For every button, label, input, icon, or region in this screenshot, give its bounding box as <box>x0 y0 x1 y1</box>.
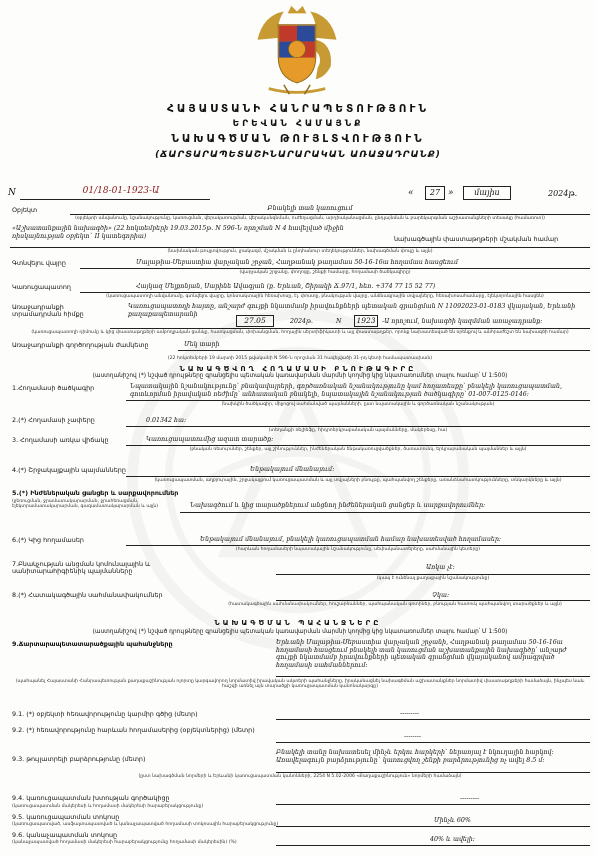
item9-5-value: Մինչև 60% <box>434 817 471 824</box>
object-label: Օբյեկտ <box>12 206 38 214</box>
basis-label: Առաջադրանքի տրամադրման հիմքը <box>12 303 84 319</box>
document-subtitle: (ՃԱՐՏԱՐԱՊԵՏԱՇԻՆԱՐԱՐԱԿԱՆ ԱՌԱՋԱԴՐԱՆՔ) <box>155 150 441 160</box>
item1-value: Նպատակային նշանակությունը՝ բնակավայրերի, գործառնական նշանակությունը կամ հողատեսքը՝ բնակելի կառուցապատման, գոտևորման իրավական ռեժիմը՝ անհատական բնակելի, նպատակային նշանակության ծածկագիրը՝ 01-007-0125-0146: <box>130 383 562 398</box>
item9-2-value: -------- <box>404 733 422 740</box>
community-title: ԵՐԵՎԱՆ ՀԱՄԱՅՆՔ <box>232 119 364 129</box>
basis-number: 1923 <box>354 315 378 327</box>
item2-label: 2.(*) Հողամասի չափերը <box>12 416 95 424</box>
object-note: (օբյեկտի անվանումը, նշանակությունը, կառուցման, վերակառուցման, վերականգնման, ուժեղացման, արդիականացման, ընդլայնման և բարեկարգման աշխատանքների տեսակը (համառոտ)) <box>75 216 545 221</box>
item8-note: (հատակագծային սահմանափակումներ, հուշարձաններ, պահպանական գոտիներ, բնության հատուկ պահպանվող տարածքներ և այլն) <box>228 602 562 607</box>
section2-title: ՆԱԽԱԳԾՄԱՆ ՊԱՀԱՆՋՆԵՐԸ <box>214 618 382 627</box>
address-note: (վարչական շրջանը, փողոցը, շենքի համարը, հողամասի ծածկագիրը) <box>239 270 411 275</box>
basis-date: 27.05 <box>236 315 274 327</box>
item9-note: (պահպանել Հայաստանի Հանրապետության քաղաքաշինության ոլորտը կարգավորող նորմատիվ իրավական ակտերի պահանջները, իրականացնել նախագծման աշխատանքներ նորմատիվ փաստաթղթերի համաձայն, ինչպես նաև հաշվի առնել այն տարածքի կառուցապատման կանոնակարգը) <box>15 679 585 690</box>
item2-value: 0.01342 հա: <box>146 417 187 424</box>
law-right: նախագծային փաստաթղթերի մշակման համար <box>394 235 559 243</box>
duration-label: Առաջադրանքի գործողության ժամկետը <box>12 341 149 349</box>
item1-note: (նախկին ծածկագիր, միջոցով սահմանված պայմանների, ըստ նպատակային և գործառնական նշանակության) <box>221 402 495 407</box>
document-number: 01/18-01-1923-Ա <box>82 186 160 196</box>
section1-asterisk: (աստղանիշով (*) նշված դրույթները գրանցելիս պետական կառավարման մարմնի կողմից կից նկատառումներ տալու համար՝ Մ 1:500) <box>92 373 508 379</box>
basis-value: Կառուցապատողի հայտը, անշարժ գույքի նկատմամբ իրավունքների պետական գրանցման N 11092023-01-0183 վկայական, Երևանի քաղաքապետարանի <box>128 303 576 318</box>
basis-note: (կառուցապատողի դիմումը և կից փաստաթղթերի ամբողջական ցանկը, հատկացման, փոխանցման, հողային սերտիֆիկատի և այլ փաստաթղթեր, որոնք նախատեսված են օրենքով և անհրաժեշտ են նախագծի համար) <box>31 330 569 335</box>
item8-value: Չկա: <box>432 592 450 599</box>
item4-value: Ենթակայում մնանայում: <box>250 466 335 473</box>
item7-note: (կապ է ունենալ քաղաքային նշանակությունը) <box>376 576 490 581</box>
quote-open: « <box>408 188 414 198</box>
item9-2-label: 9.2. (*) հեռավորությունը հարևան հողամասերից (օբյեկտներից) (մետր) <box>12 726 255 734</box>
number-label: N <box>8 188 16 198</box>
item9-4-label: 9.4. կառուցապատման խտության գործակիցը <box>12 794 170 802</box>
customer-value: Հայկազ Մելքոնյան, Սարինե Ավագյան (ք. Երևան, Շիրակի Ճ.97/1, հեռ. +374 77 15 52 77) <box>136 283 436 290</box>
customer-note: (կառուցապատողի անվանումը, գտնվելու վայրը, կոնտակտային հեռախոսը, էլ. փոստը, բնակության վայրը, անձնագրային տվյալները, հեռախոսահամարը, էլեկտրոնային հասցեն) <box>106 294 544 299</box>
item3-note: (բնական ռեսուրսներ, շենքեր, այլ շինություններ, ինժեներական ենթակառուցվածքներ, ծառատունկ, երկրաբանական պայմաններ և այլն) <box>189 447 527 452</box>
item9-value: Երևանի Մալաթիա-Սեբաստիա վարչական շրջանի, Հաղթանակ թաղամաս 50-16-16ա հողամասի հասցեում բնակելի տան կառուցման աշխատանքային նախագիծը՝ անշարժ գույքի նկատմամբ իրավունքների պետական գրանցման վկայականով ամրագրված հողամասի սահմաններում: <box>276 639 567 669</box>
item4-label: 4.(*) Շրջակայքային պայմանները <box>12 466 126 474</box>
item9-3-value: Բնակելի տանը նախատեսել մինչև երկու հարկերի՝ ներառյալ է նկուղային հարկով: Առավելագույն բարձրությունը` կառուցվող շենքի բարձրությունից ոչ ավել 8.5 մ: <box>276 749 554 764</box>
item9-6-value: 40% և ավելի: <box>430 836 475 843</box>
basis-year: 2024թ. <box>290 318 314 325</box>
object-value: Բնակելի տան կառուցում <box>267 205 353 212</box>
item9-4-value: --------- <box>460 795 480 802</box>
law-value: «Աշխատանքային նախագծի» (22 հոկտեմբերի 19.03.2015թ. N 596-Ն որոշման N 4 հավելված միջին ռիսկայնության օբյեկտ` II կատեգորիա) <box>12 225 344 240</box>
country-title: ՀԱՅԱՍՏԱՆԻ ՀԱՆՐԱՊԵՏՈՒԹՅՈՒՆ <box>167 103 429 115</box>
item6-note: (հարևան հողամասերի նպատակային նշանակությունը, սեփականատերերը, սահմանային կետերը) <box>235 547 481 552</box>
item9-4-note: (կառուցապատման մակերեսի և հողամասի մակերեսի հարաբերակցությունը) <box>12 804 204 809</box>
customer-label: Կառուցապատող <box>12 283 71 291</box>
item9-3-note: (ըստ նախագծման նորմերի և Երևանի կառուցապատման կանոնների, 2254 N 5.02-2006 «Քաղաքաշինություն» նորմերի համաձայն) <box>138 774 462 779</box>
item9-5-label: 9.5. կառուցապատման տոկոսը <box>12 813 120 821</box>
item6-label: 6.(*) Կից հողամասեր <box>12 536 84 544</box>
item5-value: Նախագծում և կից տարածքներում անցնող ինժեներական ցանցեր և սարքավորումներ: <box>190 502 486 509</box>
basis-tail: -Ա որոշում, նախագծի կազմման առաջադրանք: <box>382 318 543 325</box>
item2-note: (տեղանքի ռելիեֆը, հիդրոերկրաբանական պայմանները, մակերեսը, հա) <box>268 428 448 433</box>
item1-label: 1.Հողամասի ծածկագիր <box>12 384 95 392</box>
item5-note: (ջեռուցման, ջրամատակարարման, ջրահեռացման, էլեկտրամատակարարման, գազամատակարարման և այլն) <box>12 499 159 510</box>
section1-subnote: (22 հոկտեմբերի 19 մարտի 2015 թվականի N 596-Ն որոշման 31 հավելվածի 31-րդ կետի համապատասխան) <box>167 356 433 361</box>
item3-value: Կառուցապատումից ազատ տարածք: <box>146 436 274 443</box>
section2-asterisk: (աստղանիշով (*) նշված դրույթները գրանցելիս պետական կառավարման մարմնի կողմից կից նկատառումներ տալու համար՝ Մ 1:500) <box>92 629 508 635</box>
item9-1-value: --------- <box>400 710 420 717</box>
item9-5-note: (կառուցապատված, ասֆալտապատված և կանաչապատված հողամասի տոկոսային հարաբերակցությունը) <box>12 822 279 827</box>
quote-close: » <box>448 188 454 198</box>
basis-number-label: N <box>336 318 342 325</box>
item6-value: Ենթակայում մնանայում, բնակելի կառուցապատման համար նախատեսված հողամասեր: <box>200 536 502 543</box>
address-label: Գտնվելու վայրը <box>12 259 66 267</box>
document-title: ՆԱԽԱԳԾՄԱՆ ԹՈՒՅԼՏՎՈՒԹՅՈՒՆ <box>171 133 425 145</box>
duration-value: Մեկ տարի <box>184 341 220 348</box>
item3-label: 3. Հողամասի առկա վիճակը <box>12 436 109 444</box>
item8-label: 8.(*) Հատակագծային սահմանափակումներ <box>12 591 163 599</box>
item4-note: (կառուցապատման, աղբյուրային, շրջակայքում կառուցապատման և այլ տվյալների բնույթը, պահպանվող շենքերը, առանձնահատկությունները, տնկարկները և այլն) <box>154 478 562 483</box>
item9-3-label: 9.3. թույլատրելի բարձրությունը (մետր) <box>12 755 146 763</box>
document-day: 27 <box>425 186 445 200</box>
item5-label: 5.(*) Ինժեներական ցանցեր և սարքավորումներ <box>12 489 179 497</box>
item7-label: 7.Բնակչության անցման կոմունալային և սանիտարահիգիենիկ պայմանները <box>12 560 151 576</box>
law-note: (նախնական թույլտվություն, լրակազմ, մշակման և ընդհանուր տեղեկություններ, նախագծման փուլը և այլն) <box>167 249 433 254</box>
document-year: 2024թ. <box>548 189 578 198</box>
item9-6-note: (կանաչապատված հողամասի մակերեսի հարաբերակցությունը հողամասի մակերեսին) (%) <box>12 840 237 845</box>
section1-title: ՆԱԽԱԳԾՎՈՂ ՀՈՂԱՄԱՍԻ ԲՆՈՒԹԱԳԻՐԸ <box>179 364 417 373</box>
document-month: մայիս <box>463 186 511 200</box>
coat-of-arms-icon <box>250 2 344 100</box>
item9-label: 9.Ճարտարապետատարածքային պահանջները <box>12 640 173 648</box>
item9-6-label: 9.6. կանաչապատման տոկոսը <box>12 831 118 839</box>
item9-1-label: 9.1. (*) օբյեկտի հեռավորությունը կարմիր գծից (մետր) <box>12 710 198 718</box>
item7-value: Առկա չէ: <box>426 564 455 571</box>
address-value: Մալաթիա-Սեբաստիա վարչական շրջան, Հաղթանակ թաղամաս 50-16-16ա հողամաս հասցեում <box>136 259 459 266</box>
